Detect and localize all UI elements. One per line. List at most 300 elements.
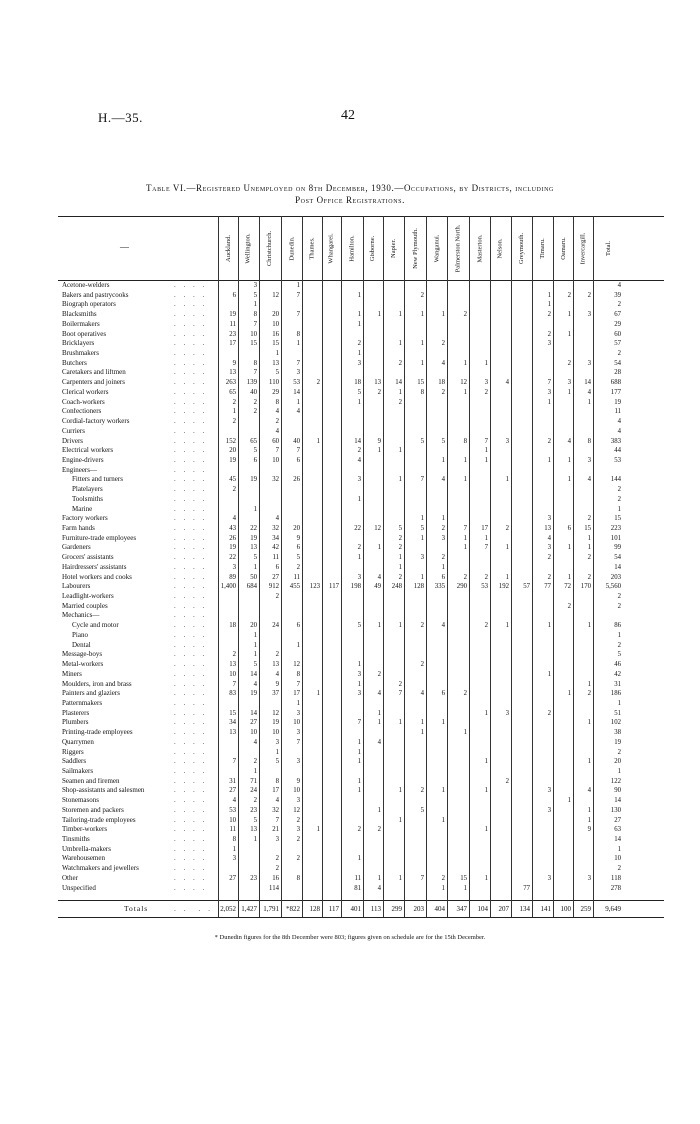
table-cell: 3 (296, 729, 300, 737)
page-number: 42 (341, 108, 355, 123)
table-cell: 3 (441, 534, 445, 542)
table-cell: 1 (463, 729, 467, 737)
totals-cell: 203 (413, 905, 424, 913)
column-header (490, 220, 511, 276)
table-cell: 3 (567, 379, 571, 387)
table-cell: 5 (420, 437, 424, 445)
unemployed-table (58, 216, 664, 922)
table-row (58, 292, 664, 299)
column-header (593, 220, 623, 276)
table-cell: 1 (253, 768, 257, 775)
table-cell: 1 (253, 641, 257, 649)
table-cell: 6 (275, 563, 279, 571)
leader-dots: . . . . (174, 747, 208, 756)
table-row (58, 369, 664, 376)
row-label: Brushmakers (62, 350, 99, 358)
table-cell: 16 (272, 330, 279, 338)
table-cell: 2 (567, 602, 571, 610)
table-cell: 186 (610, 690, 621, 698)
table-cell: 1 (617, 699, 621, 707)
column-header-label: Dunedin. (288, 235, 296, 261)
table-cell: 4 (232, 515, 236, 523)
table-cell: 1 (567, 797, 571, 805)
table-row (58, 749, 664, 756)
table-cell: 4 (377, 884, 381, 892)
table-cell: 6 (296, 456, 300, 464)
table-cell: 8 (296, 874, 300, 882)
table-cell: 8 (232, 836, 236, 844)
leader-dots: . . . . (174, 786, 208, 795)
table-cell: 19 (250, 476, 257, 484)
table-cell: 4 (567, 437, 571, 445)
table-cell: 1 (587, 719, 591, 727)
table-cell: 2 (617, 641, 621, 649)
totals-cell: 9,649 (605, 905, 621, 913)
table-cell: 2 (484, 573, 488, 581)
table-cell: 34 (229, 719, 236, 727)
row-label: Miners (62, 670, 82, 678)
table-cell: 8 (420, 388, 424, 396)
table-cell: 684 (246, 583, 257, 591)
table-cell: 4 (275, 427, 279, 435)
row-label: Other (62, 874, 78, 882)
table-cell: 7 (296, 680, 300, 688)
leader-dots: . . . . (174, 465, 208, 474)
table-cell: 13 (250, 544, 257, 552)
table-cell: 1 (484, 874, 488, 882)
table-cell: 2 (505, 777, 509, 785)
table-row (58, 807, 664, 814)
table-cell: 19 (614, 738, 621, 746)
table-row (58, 661, 664, 668)
row-label: Stonemasons (62, 797, 99, 805)
leader-dots: . . . . (174, 358, 208, 367)
row-label: Factory workers (62, 515, 108, 523)
table-cell: 2 (377, 826, 381, 834)
table-row (58, 331, 664, 338)
table-cell: 26 (229, 534, 236, 542)
table-cell: 19 (229, 311, 236, 319)
table-row (58, 350, 664, 357)
table-cell: 5,560 (605, 583, 621, 591)
table-cell: 11 (272, 554, 279, 562)
totals-cell: *822 (286, 905, 300, 913)
table-cell: 22 (354, 525, 361, 532)
table-cell: 2 (398, 573, 402, 581)
table-cell: 3 (505, 437, 509, 445)
table-cell: 19 (229, 456, 236, 464)
table-cell: 1 (296, 699, 300, 707)
table-cell: 335 (434, 583, 445, 591)
table-cell: 1 (357, 554, 361, 562)
row-label: Farm hands (62, 525, 95, 532)
table-row (58, 360, 664, 367)
table-cell: 3 (547, 544, 551, 552)
leader-dots: . . . . (174, 698, 208, 707)
table-title-line-1: Table VI.—Registered Unemployed on 8th December, 1930.—Occupations, by Districts, including (146, 183, 554, 193)
table-cell: 1 (420, 515, 424, 523)
table-cell: 198 (350, 583, 361, 591)
table-cell: 3 (296, 709, 300, 717)
column-header-label: Palmerston North. (454, 224, 462, 272)
table-cell: 2 (275, 651, 279, 659)
table-row (58, 787, 664, 794)
table-cell: 1 (505, 544, 509, 552)
totals-cell: 299 (391, 905, 402, 913)
table-cell: 8 (253, 311, 257, 319)
row-label: Moulders, iron and brass (62, 680, 132, 688)
table-cell: 5 (357, 622, 361, 630)
table-title-line-2: Post Office Registrations. (295, 195, 405, 205)
table-cell: 31 (229, 777, 236, 785)
table-row (58, 739, 664, 746)
table-cell: 1 (547, 670, 551, 678)
leader-dots: . . . . (174, 679, 208, 688)
table-cell: 29 (272, 388, 279, 396)
row-label: Painters and glaziers (62, 690, 120, 698)
table-cell: 19 (250, 690, 257, 698)
leader-dots: . . . . (174, 825, 208, 834)
table-cell: 77 (544, 583, 551, 591)
leader-dots: . . . . (174, 835, 208, 844)
table-cell: 130 (610, 806, 621, 814)
table-cell: 26 (293, 476, 300, 484)
table-cell: 43 (229, 525, 236, 532)
row-label: Metal-workers (62, 661, 104, 669)
table-cell: 53 (229, 806, 236, 814)
table-row (58, 885, 664, 892)
table-row (58, 301, 664, 308)
table-cell: 1 (484, 534, 488, 542)
table-cell: 4 (275, 515, 279, 523)
row-label: Tinsmiths (62, 836, 90, 844)
table-cell: 4 (275, 797, 279, 805)
table-cell: 278 (610, 884, 621, 892)
leader-dots: . . . . (174, 611, 208, 620)
table-cell: 10 (272, 320, 279, 328)
totals-cell: 117 (328, 905, 339, 913)
table-row (58, 525, 664, 532)
table-cell: 3 (547, 806, 551, 814)
column-header (302, 220, 322, 276)
table-row (58, 651, 664, 658)
table-cell: 1 (357, 311, 361, 319)
table-cell: 5 (275, 369, 279, 377)
table-cell: 71 (250, 777, 257, 785)
column-header (322, 220, 341, 276)
table-cell: 1 (567, 311, 571, 319)
row-label: Engineers— (62, 466, 97, 474)
column-header (238, 220, 259, 276)
table-cell: 2 (617, 593, 621, 601)
table-cell: 27 (614, 816, 621, 824)
table-cell: 2 (377, 670, 381, 678)
table-cell: 10 (250, 729, 257, 737)
table-cell: 38 (614, 729, 621, 737)
table-row (58, 836, 664, 843)
table-cell: 3 (232, 855, 236, 863)
table-cell: 2 (357, 544, 361, 552)
table-cell: 1 (484, 787, 488, 795)
totals-cell: 113 (370, 905, 381, 913)
row-label: Printing-trade employees (62, 729, 133, 737)
table-cell: 4 (357, 456, 361, 464)
totals-row (58, 904, 664, 914)
table-row (58, 612, 664, 619)
table-cell: 3 (253, 282, 257, 289)
row-label: Piano (72, 631, 88, 639)
table-row (58, 778, 664, 785)
table-cell: 86 (614, 622, 621, 630)
table-cell: 22 (229, 554, 236, 562)
leader-dots: . . . . (174, 524, 208, 532)
table-cell: 7 (296, 311, 300, 319)
table-cell: 2 (398, 534, 402, 542)
table-cell: 2 (275, 855, 279, 863)
table-cell: 11 (229, 320, 236, 328)
leader-dots: . . . . (174, 776, 208, 785)
table-cell: 32 (272, 806, 279, 814)
table-cell: 1 (505, 573, 509, 581)
table-cell: 28 (614, 369, 621, 377)
table-cell: 67 (614, 311, 621, 319)
table-cell: 1 (296, 641, 300, 649)
table-row (58, 389, 664, 396)
table-row (58, 817, 664, 824)
table-cell: 4 (547, 534, 551, 542)
table-row (58, 593, 664, 600)
table-cell: 11 (293, 573, 300, 581)
table-cell: 1 (617, 631, 621, 639)
row-label: Plumbers (62, 719, 89, 727)
table-cell: 3 (296, 826, 300, 834)
table-cell: 1 (420, 573, 424, 581)
table-cell: 10 (272, 729, 279, 737)
table-row (58, 515, 664, 522)
table-cell: 144 (610, 476, 621, 484)
leader-dots: . . . . (174, 640, 208, 649)
table-row (58, 865, 664, 872)
totals-cell: 1,791 (263, 905, 279, 913)
row-label: Sailmakers (62, 768, 94, 775)
leader-dots: . . . . (174, 494, 208, 503)
table-cell: 2 (377, 388, 381, 396)
table-cell: 1 (547, 456, 551, 464)
column-header-label: Total. (604, 240, 612, 256)
table-cell: 1 (420, 340, 424, 348)
table-cell: 1 (275, 350, 279, 358)
table-cell: 65 (229, 388, 236, 396)
row-label: Boilermakers (62, 320, 100, 328)
table-cell: 1 (275, 748, 279, 756)
table-row (58, 282, 664, 289)
row-label: Timber-workers (62, 826, 108, 834)
table-cell: 3 (587, 311, 591, 319)
table-cell: 54 (614, 554, 621, 562)
table-cell: 114 (269, 884, 279, 892)
table-cell: 51 (614, 709, 621, 717)
table-cell: 1 (420, 311, 424, 319)
table-cell: 6 (253, 456, 257, 464)
leader-dots: . . . . (174, 475, 208, 484)
table-cell: 1 (398, 622, 402, 630)
table-cell: 2 (275, 865, 279, 873)
table-cell: 4 (587, 476, 591, 484)
table-cell: 1 (567, 573, 571, 581)
table-row (58, 340, 664, 347)
table-cell: 4 (617, 418, 621, 426)
table-cell: 2 (357, 340, 361, 348)
leader-dots: . . . . (174, 904, 213, 913)
column-header (532, 220, 553, 276)
leader-dots: . . . . (174, 290, 208, 299)
table-cell: 7 (420, 874, 424, 882)
leader-dots: . . . . (174, 339, 208, 348)
table-row (58, 428, 664, 435)
table-cell: 89 (229, 573, 236, 581)
table-cell: 5 (420, 525, 424, 532)
table-cell: 177 (610, 388, 621, 396)
footnote: * Dunedin figures for the 8th December were 803; figures given on schedule are for the 15th December. (214, 934, 486, 941)
row-label: Quarrymen (62, 738, 94, 746)
table-cell: 20 (614, 758, 621, 766)
totals-cell: 104 (477, 905, 488, 913)
table-cell: 1 (484, 826, 488, 834)
table-cell: 5 (253, 816, 257, 824)
table-cell: 1 (441, 816, 445, 824)
table-row (58, 379, 664, 386)
table-cell: 1 (463, 544, 467, 552)
table-cell: 9 (232, 359, 236, 367)
leader-dots: . . . . (174, 601, 208, 610)
table-cell: 2 (296, 836, 300, 844)
table-cell: 2 (232, 486, 236, 494)
column-header-label: Auckland. (224, 234, 232, 262)
leader-dots: . . . . (174, 650, 208, 659)
table-cell: 14 (293, 388, 300, 396)
table-cell: 81 (354, 884, 361, 892)
leader-dots: . . . . (174, 621, 208, 630)
table-cell: 57 (614, 340, 621, 348)
table-cell: 13 (229, 661, 236, 669)
table-row (58, 700, 664, 707)
table-cell: 2 (547, 573, 551, 581)
table-row (58, 399, 664, 406)
table-row (58, 768, 664, 775)
leader-dots: . . . . (174, 660, 208, 669)
table-cell: 5 (253, 447, 257, 455)
table-cell: 3 (275, 738, 279, 746)
table-cell: 1 (505, 622, 509, 630)
table-cell: 1 (253, 651, 257, 659)
table-cell: 8 (275, 398, 279, 406)
totals-cell: 404 (434, 905, 445, 913)
column-header-label: Wellington. (245, 232, 253, 264)
table-row (58, 729, 664, 736)
table-cell: 2 (275, 418, 279, 426)
table-cell: 63 (614, 826, 621, 834)
row-label: Bakers and pastrycooks (62, 291, 129, 299)
table-cell: 3 (357, 690, 361, 698)
table-cell: 2 (420, 622, 424, 630)
column-header-label: Oamaru. (559, 236, 567, 260)
column-header-label: Whangarei. (328, 232, 336, 264)
table-cell: 7 (275, 816, 279, 824)
table-cell: 15 (250, 340, 257, 348)
table-cell: 4 (275, 670, 279, 678)
table-cell: 2 (357, 447, 361, 455)
table-cell: 2 (296, 563, 300, 571)
table-cell: 22 (250, 525, 257, 532)
table-cell: 2 (617, 301, 621, 309)
table-cell: 1 (441, 515, 445, 523)
table-cell: 54 (614, 359, 621, 367)
table-cell: 1 (357, 748, 361, 756)
row-label: Warehousemen (62, 855, 105, 863)
table-cell: 3 (587, 359, 591, 367)
table-row (58, 855, 664, 862)
table-cell: 2 (547, 330, 551, 338)
table-cell: 1 (547, 301, 551, 309)
table-cell: 12 (293, 806, 300, 814)
table-cell: 4 (296, 408, 300, 416)
table-cell: 2 (617, 486, 621, 494)
row-label: Furniture-trade employees (62, 534, 137, 542)
table-row (58, 467, 664, 474)
table-cell: 1 (587, 534, 591, 542)
column-header (404, 220, 426, 276)
column-header (341, 220, 363, 276)
table-cell: 17 (481, 525, 488, 532)
table-cell: 37 (272, 690, 279, 698)
table-cell: 49 (374, 583, 381, 591)
leader-dots: . . . . (174, 281, 208, 289)
column-header-label: Invercargill. (579, 232, 587, 264)
table-cell: 2 (441, 388, 445, 396)
row-label: Caretakers and liftmen (62, 369, 126, 377)
row-label: Drivers (62, 437, 83, 445)
table-cell: 1 (296, 340, 300, 348)
table-cell: 1 (377, 709, 381, 717)
table-cell: 2 (420, 787, 424, 795)
leader-dots: . . . . (174, 349, 208, 358)
table-cell: 7 (398, 690, 402, 698)
table-cell: 1 (398, 311, 402, 319)
table-cell: 18 (229, 622, 236, 630)
table-cell: 1 (441, 787, 445, 795)
leader-dots: . . . . (174, 805, 208, 814)
table-cell: 60 (272, 437, 279, 445)
table-cell: 8 (253, 359, 257, 367)
table-row (58, 457, 664, 464)
table-cell: 4 (441, 622, 445, 630)
table-cell: 1 (398, 388, 402, 396)
row-label: Married couples (62, 602, 108, 610)
row-label: Shop-assistants and salesmen (62, 787, 145, 795)
table-cell: 2 (398, 398, 402, 406)
table-row (58, 506, 664, 513)
table-row (58, 486, 664, 493)
table-cell: 1 (398, 787, 402, 795)
table-cell: 13 (229, 369, 236, 377)
table-cell: 13 (229, 729, 236, 737)
table-cell: 24 (272, 622, 279, 630)
table-cell: 2 (484, 388, 488, 396)
table-cell: 9 (377, 437, 381, 445)
row-label: Marine (72, 505, 93, 513)
table-cell: 3 (357, 573, 361, 581)
table-cell: 1 (567, 690, 571, 698)
